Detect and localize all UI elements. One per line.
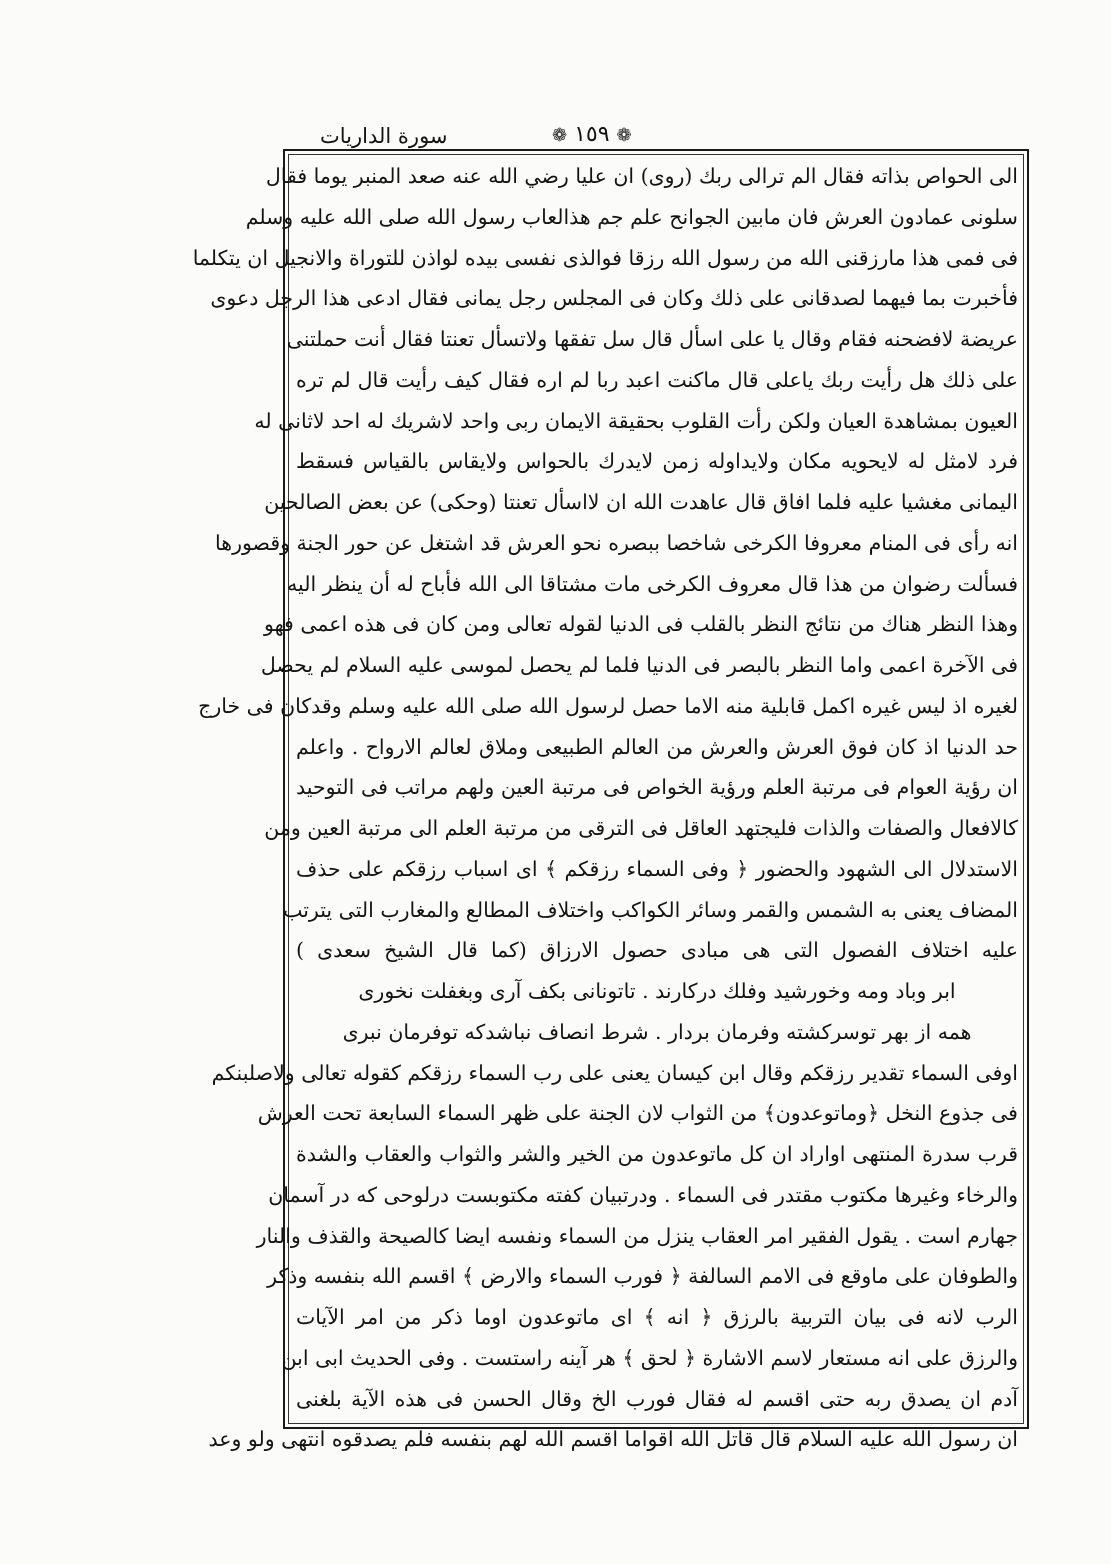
page-number [552,122,632,147]
text-line: اوفى السماء تقدير رزقكم وقال ابن كيسان يعنى على رب السماء رزقكم كقوله تعالى ولاصلبنكم [211,1060,1018,1085]
text-line: حد الدنيا اذ كان فوق العرش والعرش من العالم الطبيعى وملاق لعالم الارواح . واعلم [296,734,1018,759]
text-line: فى جذوع النخل ﴿وماتوعدون﴾ من الثواب لان الجنة على ظهر السماء السابعة تحت العرش [257,1101,1018,1126]
text-line: اليمانى مغشيا عليه فلما افاق قال عاهدت الله ان لااسأل تعنتا (وحكى) عن بعض الصالحين [264,490,1018,514]
text-line: فرد لامثل له لايحويه مكان ولايداوله زمن لايدرك بالحواس ولايقاس بالقياس فسقط [296,449,1018,474]
text-line: الرب لانه فى بيان التربية بالرزق ﴿ انه ﴾ اى ماتوعدون اوما ذكر من امر الآيات [296,1305,1018,1329]
surah-title: سورة الداريات [320,124,448,148]
text-line: ان رؤية العوام فى مرتبة العلم ورؤية الخواص فى مرتبة العين ولهم مراتب فى التوحيد [296,775,1018,800]
text-line: قرب سدرة المنتهى اواراد ان كل ماتوعدون من الخير والشر والثواب والعقاب والشدة [296,1142,1018,1166]
verse-line: ابر وباد ومه وخورشيد وفلك دركارند . تاتونانى بكف آرى وبغفلت نخورى [358,979,956,1003]
text-line: كالافعال والصفات والذات فليجتهد العاقل فى الترقى من مرتبة العلم الى مرتبة العين ومن [264,816,1018,840]
text-line: فى الآخرة اعمى واما النظر بالبصر فى الدنيا فلما لم يحصل لموسى عليه السلام لم يحصل [260,653,1018,677]
text-line: والطوفان على ماوقع فى الامم السالفة ﴿ فورب السماء والارض ﴾ اقسم الله بنفسه وذكر [267,1264,1018,1289]
ornament-right-icon: ❁ [616,125,632,146]
text-line: على ذلك هل رأيت ربك ياعلى قال ماكنت اعبد ربا لم اره فقال كيف رأيت قال لم تره [296,367,1018,392]
body-text [192,156,1018,1460]
text-line: ان رسول الله عليه السلام قال قاتل الله اقواما اقسم الله لهم بنفسه فلم يصدقوه انتهى ولو وعد [208,1427,1018,1452]
text-line: سلونى عمادون العرش فان مابين الجوانح علم جم هذالعاب رسول الله صلى الله عليه وسلم [245,204,1018,229]
text-line: فأخبرت بما فيهما لصدقانى على ذلك وكان فى المجلس رجل يمانى فقال ادعى هذا الرجل دعوى [210,286,1018,311]
verse-line: همه از بهر توسركشته وفرمان بردار . شرط انصاف نباشدكه توفرمان نبرى [342,1019,972,1044]
text-line: جهارم است . يقول الفقير امر العقاب ينزل من السماء ونفسه ايضا كالصيحة والقذف والنار [256,1223,1018,1248]
text-line: العيون بمشاهدة العيان ولكن رأت القلوب بحقيقة الايمان ربى واحد لاشريك له احد لاثانى له [254,408,1018,433]
page-number-value: ١٥٩ [574,122,610,147]
text-line: لغيره اذ ليس غيره اكمل قابلية منه الاما حصل لرسول الله صلى الله عليه وسلم وقدكان فى خارج [198,693,1018,718]
text-line: فسألت رضوان من هذا قال معروف الكرخى مات مشتاقا الى الله فأباح له أن ينظر اليه [287,571,1018,596]
ornament-left-icon: ❁ [552,125,568,146]
text-line: انه رأى فى المنام معروفا الكرخى شاخصا ببصره نحو العرش قد اشتغل عن حور الجنة وقصورها [215,530,1018,555]
text-line: الى الحواص بذاته فقال الم ترالى ربك (روى) ان عليا رضي الله عنه صعد المنبر يوما فقال [265,164,1018,188]
text-line: عليه اختلاف الفصول التى هى مبادى حصول الارزاق (كما قال الشيخ سعدى ) [296,938,1018,963]
text-line: عريضة لافضحنه فقام وقال يا على اسأل قال سل تفقها ولاتسأل تعنتا فقال أنت حملتنى [286,327,1018,351]
text-line: والرزق على انه مستعار لاسم الاشارة ﴿ لحق ﴾ هر آينه راستست . وفى الحديث ابى ابن [281,1345,1018,1370]
text-line: الاستدلال الى الشهود والحضور ﴿ وفى السماء رزقكم ﴾ اى اسباب رزقكم على حذف [296,856,1018,881]
page-header [300,118,820,150]
text-line: آدم ان يصدق ربه حتى اقسم له فقال فورب الخ وقال الحسن فى هذه الآية بلغنى [296,1386,1018,1411]
text-line: والرخاء وغيرها مكتوب مقتدر فى السماء . ودرتبيان كفته مكتوبست درلوحى كه در آسمان [268,1182,1018,1207]
text-line: المضاف يعنى به الشمس والقمر وسائر الكواكب واختلاف المطالع والمغارب التى يترتب [283,897,1018,922]
text-line: وهذا النظر هناك من نتائج النظر بالقلب فى الدنيا لقوله تعالى ومن كان فى هذه اعمى فهو [263,612,1018,637]
text-line: فى فمى هذا مارزقنى الله من رسول الله رزقا فوالذى نفسى بيده لواذن للتوراة والانجيل ان يتكلما [192,245,1018,270]
